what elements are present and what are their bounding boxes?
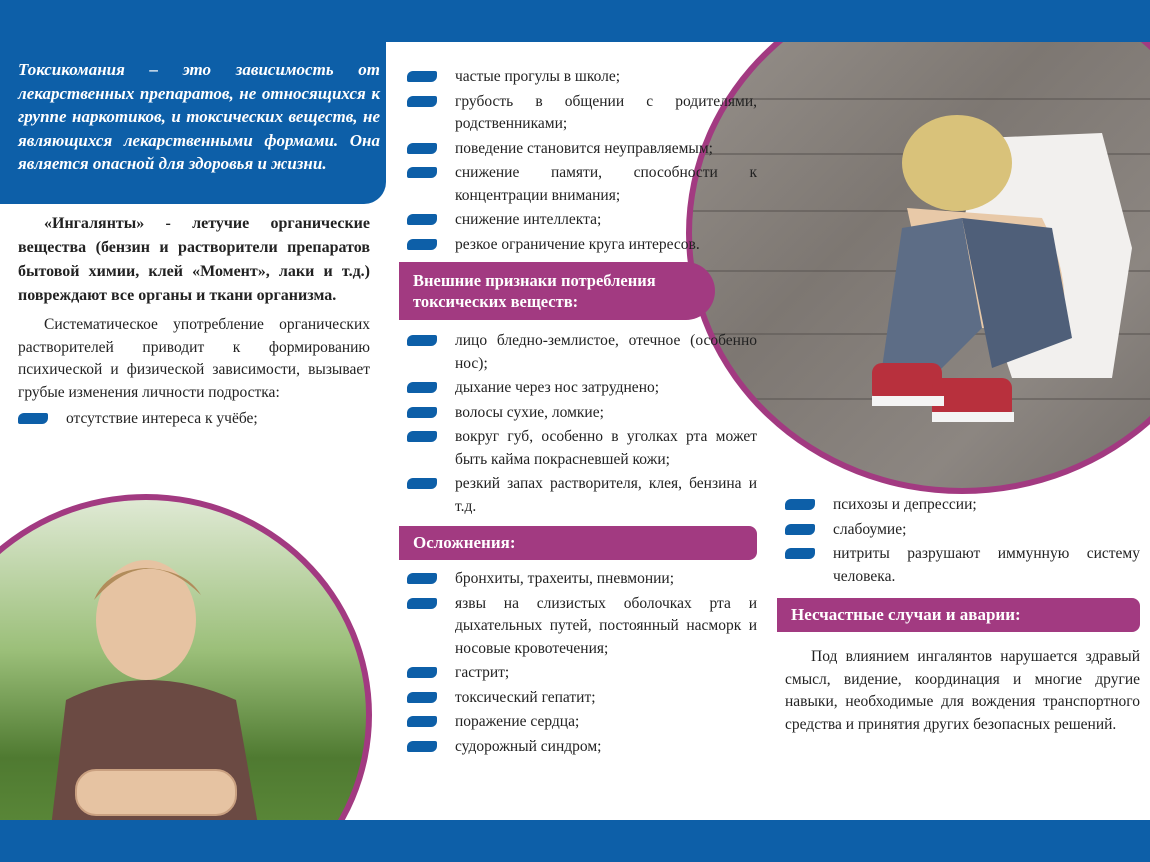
list-item: поражение сердца;	[407, 711, 757, 734]
bullet-icon	[407, 214, 437, 225]
column-middle	[407, 66, 757, 760]
list-item: частые прогулы в школе;	[407, 66, 757, 89]
list-item: дыхание через нос затруднено;	[407, 377, 757, 400]
bullet-icon	[407, 407, 437, 418]
list-item: резкий запах растворителя, клея, бензина и т.д.	[407, 473, 757, 518]
list-item: волосы сухие, ломкие;	[407, 402, 757, 425]
list-item: психозы и депрессии;	[785, 494, 1140, 517]
bullet-icon	[407, 573, 437, 584]
list-item: язвы на слизистых оболочках рта и дыхательных путей, постоянный насморк и носовые кровотечения;	[407, 593, 757, 661]
bullet-icon	[785, 548, 815, 559]
bullet-icon	[407, 741, 437, 752]
photo-boy-in-park	[0, 494, 372, 820]
bullet-icon	[407, 335, 437, 346]
accidents-heading: Несчастные случаи и аварии:	[777, 598, 1140, 632]
list-item: слабоумие;	[785, 519, 1140, 542]
list-item: токсический гепатит;	[407, 687, 757, 710]
complications-heading: Осложнения:	[399, 526, 757, 560]
external-signs-heading: Внешние признаки потребления токсических веществ:	[399, 262, 715, 320]
boy-figure	[36, 540, 296, 820]
bullet-icon	[407, 143, 437, 154]
bullet-icon	[785, 499, 815, 510]
list-item: лицо бледно-землистое, отечное (особенно нос);	[407, 330, 757, 375]
column-right	[785, 494, 1140, 736]
bullet-icon	[407, 598, 437, 609]
list-item: отсутствие интереса к учёбе;	[18, 408, 370, 431]
bottom-band	[0, 820, 1150, 862]
list-item: вокруг губ, особенно в уголках рта может быть кайма покрасневшей кожи;	[407, 426, 757, 471]
bullet-icon	[407, 431, 437, 442]
dependency-paragraph: Систематическое употребление органических растворителей приводит к формированию психической и физической зависимости, вызывает грубые изменения личности подростка:	[18, 316, 370, 401]
list-item: поведение становится неуправляемым;	[407, 138, 757, 161]
bullet-icon	[407, 692, 437, 703]
intro-definition: Токсикомания – это зависимость от лекарственных препаратов, не относящихся к группе наркотиков, и токсических веществ, не являющихся лекарственными формами. Она является опасной для здоровья и жизни.	[18, 60, 380, 173]
accidents-paragraph: Под влиянием ингалянтов нарушается здравый смысл, видение, координация и многие другие навыки, необходимые для вождения транспортного средства и принятия других безопасных решений.	[785, 648, 1140, 733]
bullet-icon	[785, 524, 815, 535]
bullet-icon	[407, 382, 437, 393]
bullet-icon	[407, 239, 437, 250]
list-item: грубость в общении с родителями, родственниками;	[407, 91, 757, 136]
bullet-icon	[407, 167, 437, 178]
list-item: нитриты разрушают иммунную систему человека.	[785, 543, 1140, 588]
bullet-icon	[407, 96, 437, 107]
list-item: судорожный синдром;	[407, 736, 757, 759]
list-item: гастрит;	[407, 662, 757, 685]
inhalants-paragraph: «Ингалянты» - летучие органические вещества (бензин и растворители препаратов бытовой химии, клей «Момент», лаки и т.д.) повреждают все органы и ткани организма.	[18, 215, 370, 304]
bullet-icon	[18, 413, 48, 424]
list-item: снижение памяти, способности к концентрации внимания;	[407, 162, 757, 207]
bullet-icon	[407, 71, 437, 82]
teen-figure	[812, 78, 1142, 458]
brochure-page	[0, 42, 1150, 820]
bullet-icon	[407, 667, 437, 678]
list-item: резкое ограничение круга интересов.	[407, 234, 757, 257]
list-item: бронхиты, трахеиты, пневмонии;	[407, 568, 757, 591]
list-item: снижение интеллекта;	[407, 209, 757, 232]
column-left	[18, 212, 370, 433]
bullet-icon	[407, 716, 437, 727]
intro-box	[0, 42, 386, 204]
bullet-icon	[407, 478, 437, 489]
